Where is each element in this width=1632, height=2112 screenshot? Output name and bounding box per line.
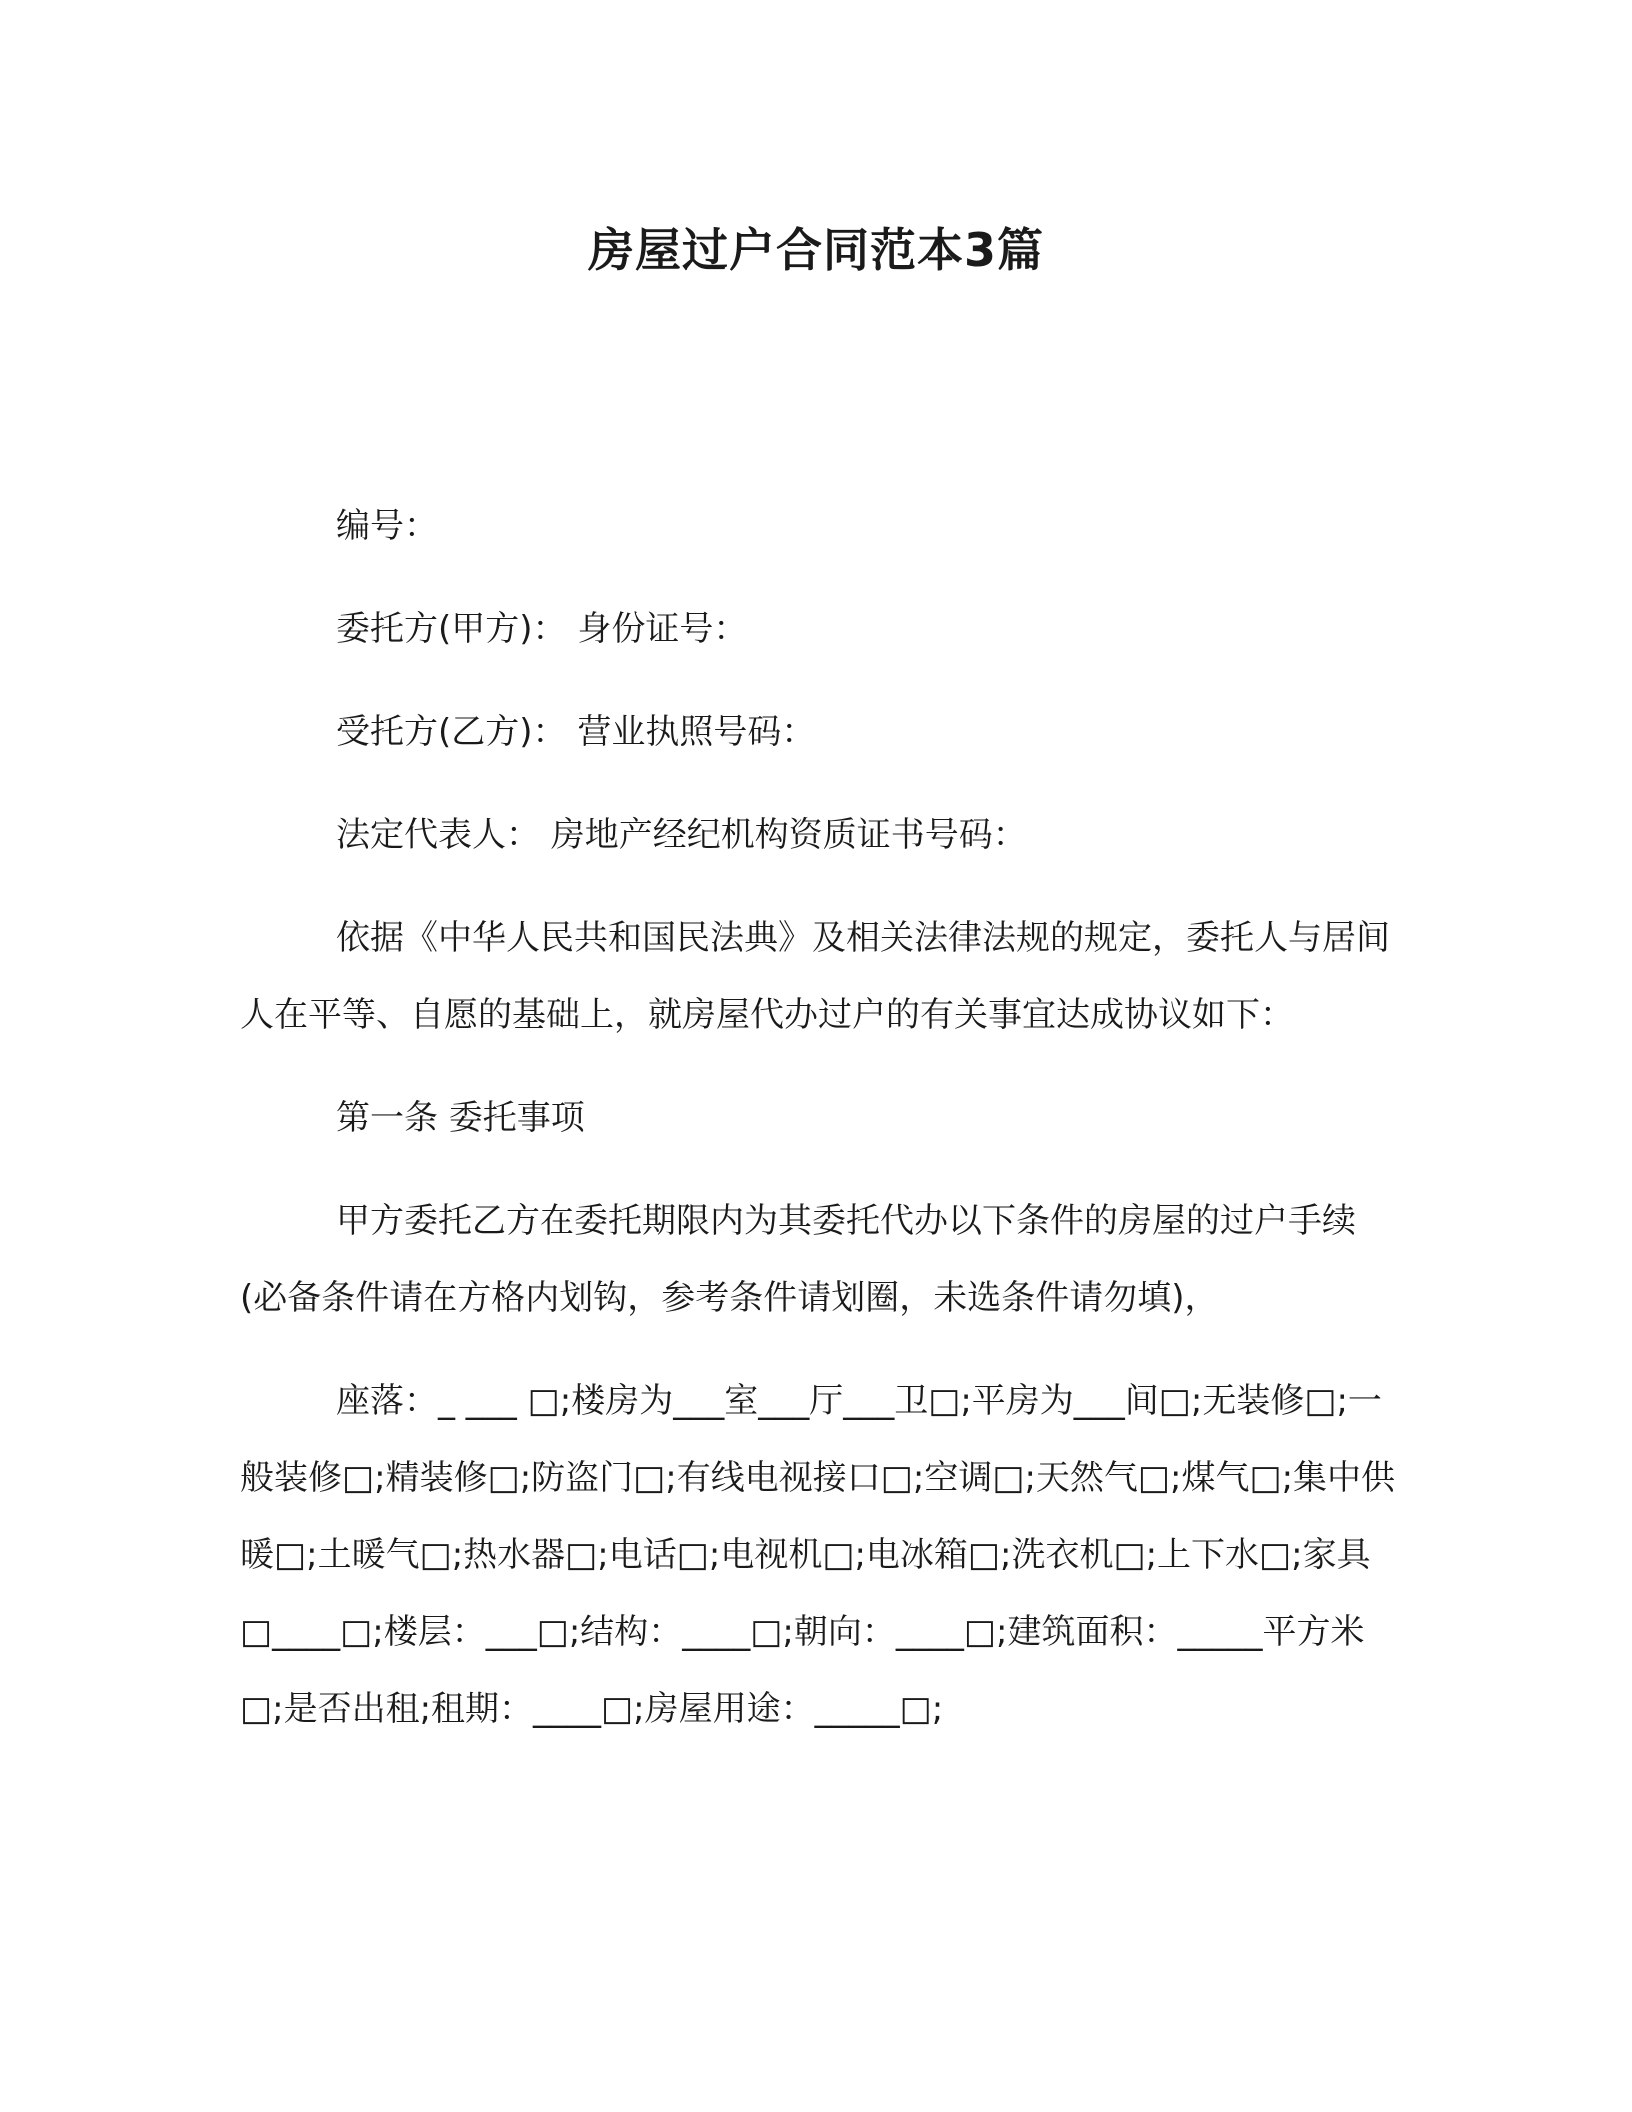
paragraph-basis: 依据《中华人民共和国民法典》及相关法律法规的规定，委托人与居间人在平等、自愿的基础上，就房屋代办过户的有关事宜达成协议如下：: [240, 918, 1390, 1035]
paragraph-article-heading: 第一条 委托事项: [336, 1098, 585, 1138]
paragraph-principal: 委托方(甲方)： 身份证号：: [336, 609, 748, 649]
paragraph-entrustment: 甲方委托乙方在委托期限内为其委托代办以下条件的房屋的过户手续(必备条件请在方格内划钩，参考条件请划圈，未选条件请勿填)，: [240, 1201, 1356, 1318]
paragraph-property-conditions: 座落：_ ___ □;楼房为___室___厅___卫□;平房为___间□;无装修□;一般装修□;精装修□;防盗门□;有线电视接口□;空调□;天然气□;煤气□;集中供暖□;土暖气□;热水器□;电话□;电视机□;电冰箱□;洗衣机□;上下水□;家具□____□;楼层：___□;结构：____□;朝向：____□;建筑面积：_____平方米□;是否出租;租期：____□;房屋用途：_____□;: [240, 1381, 1396, 1729]
paragraph-legal-rep: 法定代表人： 房地产经纪机构资质证书号码：: [336, 815, 1027, 855]
paragraph-agent: 受托方(乙方)： 营业执照号码：: [336, 712, 816, 752]
document-title: 房屋过户合同范本3篇: [587, 223, 1044, 277]
document-body: [240, 488, 1400, 1748]
paragraph-number: 编号：: [336, 506, 438, 546]
